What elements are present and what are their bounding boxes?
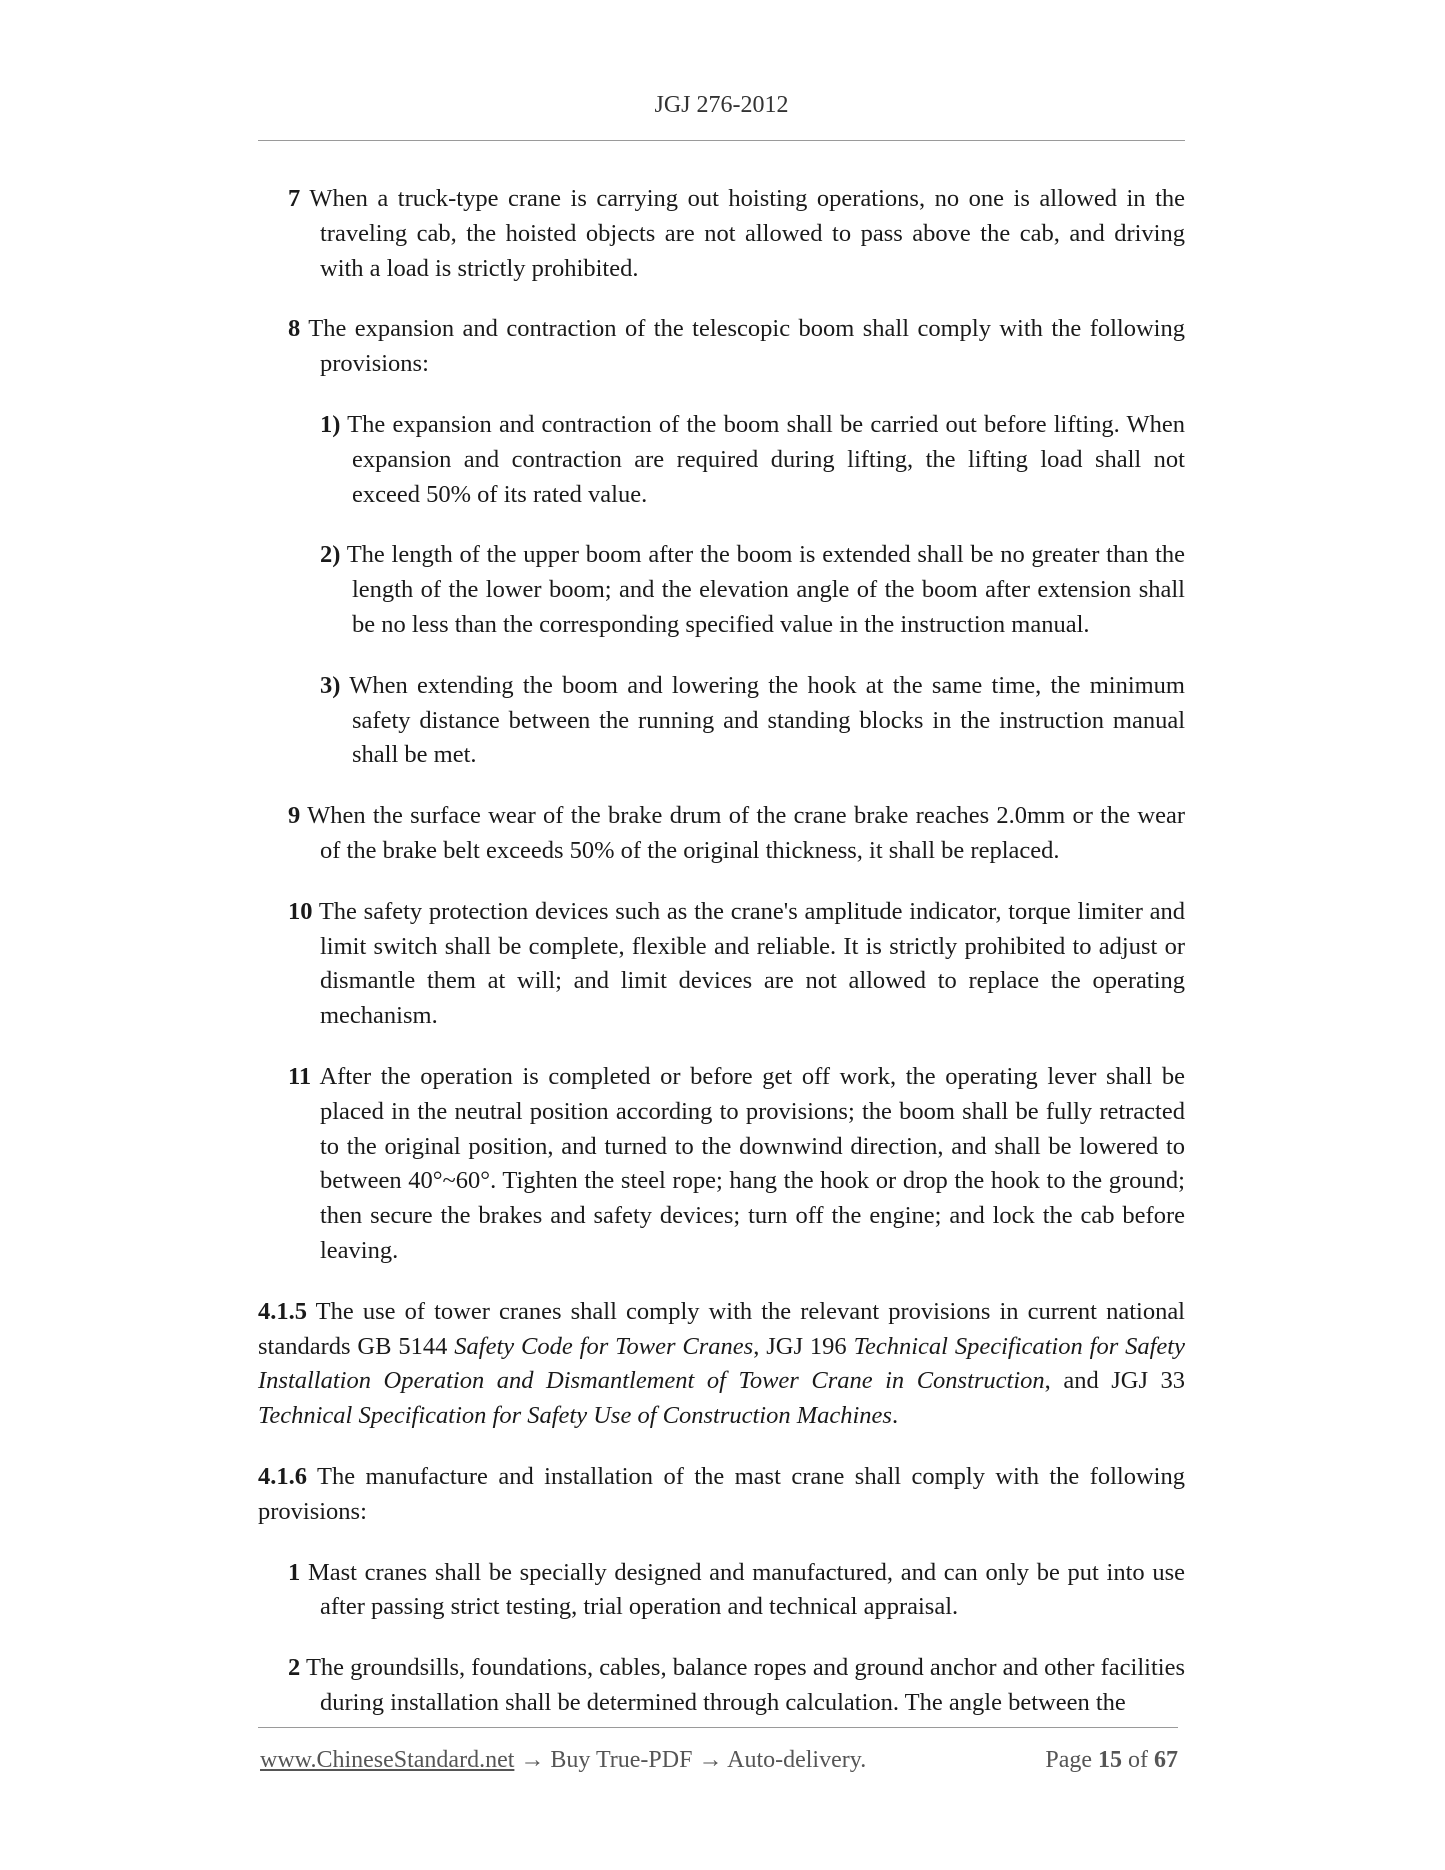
- subclause-number: 2): [320, 541, 341, 569]
- header-divider: [258, 140, 1185, 141]
- subclause-text: The length of the upper boom after the boom is extended shall be no greater than the length of the lower boom; and the elevation angle of the boom after extension shall be no less than the corresponding specified value in the instruction manual.: [346, 541, 1185, 638]
- clause-number: 8: [288, 315, 301, 343]
- clause-text: After the operation is completed or before get off work, the operating lever shall be placed in the neutral position according to provisions; the boom shall be fully retracted to the original position, and turned to the downwind direction, and shall be lowered to between 40°~60°. Tighten the steel rope; hang the hook or drop the hook to the ground; then secure the brakes and safety devices; turn off the engine; and lock the cab before leaving.: [319, 1062, 1185, 1264]
- section-text: The use of tower cranes shall comply with the relevant provisions in current national standards GB 5144: [258, 1297, 1185, 1360]
- clause-number: 10: [288, 897, 313, 925]
- subclause-text: When extending the boom and lowering the hook at the same time, the minimum safety distance between the running and standing blocks in the instruction manual shall be met.: [349, 671, 1185, 769]
- clause-text: When a truck-type crane is carrying out hoisting operations, no one is allowed in the traveling cab, the hoisted objects are not allowed to pass above the cab, and driving with a load is strictly prohibited.: [309, 185, 1186, 282]
- section-text: , and JGJ 33: [1044, 1367, 1186, 1395]
- footer-promo-text: → Buy True-PDF → Auto-delivery.: [520, 1747, 867, 1773]
- standard-title: Safety Code for Tower Cranes: [454, 1332, 754, 1360]
- page-number: [1045, 1747, 1178, 1774]
- clause-416-2: [258, 1651, 1185, 1721]
- subclause-8-2: [258, 538, 1185, 642]
- clause-number: 11: [288, 1062, 312, 1090]
- standard-title: Technical Specification for Safety Installation Operation and Dismantlement of Tower Crane in Construction: [258, 1332, 1185, 1395]
- website-link[interactable]: www.ChineseStandard.net: [260, 1747, 515, 1773]
- of-label: of: [1128, 1747, 1148, 1773]
- section-text: , JGJ 196: [753, 1332, 847, 1360]
- clause-text: The safety protection devices such as the crane's amplitude indicator, torque limiter and limit switch shall be complete, flexible and reliable. It is strictly prohibited to adjust or dismantle them at will; and limit devices are not allowed to replace the operating mechanism.: [318, 897, 1186, 1030]
- clause-11: [258, 1060, 1185, 1269]
- subclause-8-3: [258, 669, 1185, 773]
- clause-number: 9: [288, 802, 301, 830]
- current-page: 15: [1098, 1747, 1122, 1773]
- total-pages: 67: [1154, 1747, 1178, 1773]
- subclause-8-1: [258, 408, 1185, 512]
- footer-promo: [260, 1747, 866, 1774]
- section-4-1-5: [258, 1295, 1185, 1434]
- section-number: 4.1.6: [258, 1462, 307, 1490]
- clause-9: [258, 799, 1185, 869]
- subclause-number: 3): [320, 671, 341, 699]
- clause-8: [258, 312, 1185, 382]
- subclause-number: 1): [320, 410, 341, 438]
- page-label: Page: [1045, 1747, 1092, 1773]
- clause-10: [258, 895, 1185, 1034]
- clause-text: The groundsills, foundations, cables, balance ropes and ground anchor and other facilities during installation shall be determined through calculation. The angle between the: [305, 1654, 1185, 1716]
- clause-7: [258, 182, 1185, 286]
- clause-text: When the surface wear of the brake drum of the crane brake reaches 2.0mm or the wear of the brake belt exceeds 50% of the original thickness, it shall be replaced.: [307, 802, 1185, 864]
- clause-number: 1: [288, 1558, 301, 1586]
- section-text: .: [891, 1402, 899, 1430]
- document-body: [258, 182, 1185, 1747]
- clause-number: 2: [288, 1654, 301, 1682]
- footer-divider: [258, 1727, 1178, 1728]
- subclause-text: The expansion and contraction of the boom shall be carried out before lifting. When expansion and contraction are required during lifting, the lifting load shall not exceed 50% of its rated value.: [347, 410, 1185, 508]
- clause-text: The expansion and contraction of the telescopic boom shall comply with the following provisions:: [308, 315, 1185, 378]
- clause-416-1: [258, 1556, 1185, 1626]
- section-number: 4.1.5: [258, 1297, 307, 1325]
- standard-title: Technical Specification for Safety Use of Construction Machines: [258, 1402, 892, 1430]
- section-text: The manufacture and installation of the mast crane shall comply with the following provisions:: [258, 1462, 1185, 1525]
- clause-text: Mast cranes shall be specially designed and manufactured, and can only be put into use after passing strict testing, trial operation and technical appraisal.: [307, 1558, 1185, 1621]
- page-header: JGJ 276-2012: [654, 92, 789, 118]
- clause-number: 7: [288, 185, 301, 212]
- section-4-1-6: [258, 1460, 1185, 1530]
